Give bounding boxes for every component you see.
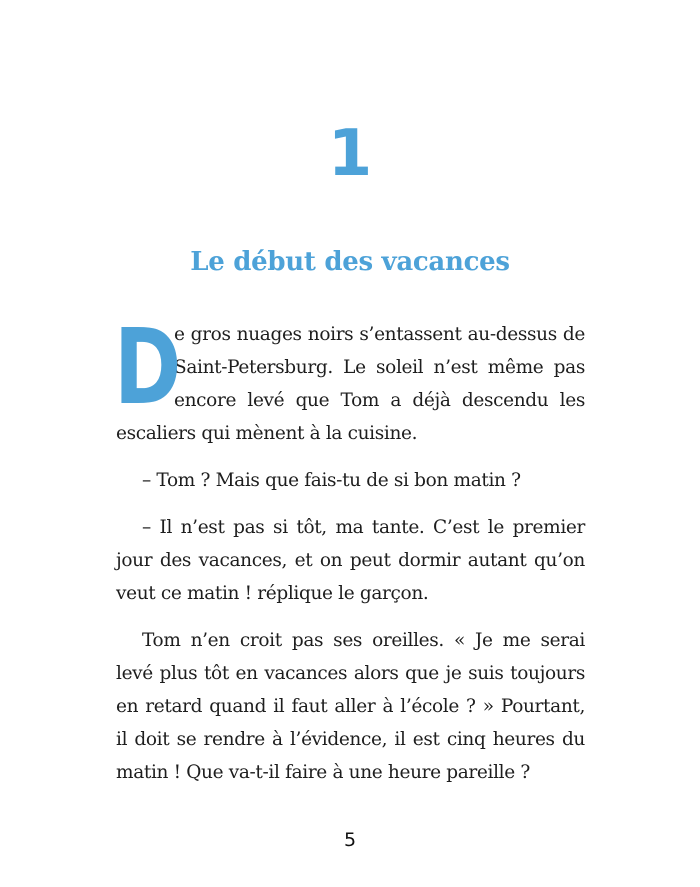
paragraph-3: – Il n’est pas si tôt, ma tante. C’est le premier jour des vacances, et on peut dormir autant qu’on veut ce matin ! réplique le garçon.	[116, 517, 585, 604]
page-number: 5	[343, 829, 357, 851]
drop-cap: D	[114, 306, 182, 428]
chapter-number: 1	[327, 117, 373, 191]
paragraph-text: e gros nuages noirs s’entassent au-dessus de Saint-Petersburg. Le soleil n’est même pas encore levé que Tom a déjà descendu les escaliers qui mènent à la cuisine.	[116, 324, 585, 444]
paragraph-2: – Tom ? Mais que fais-tu de si bon matin ?	[142, 470, 521, 491]
paragraph-1	[114, 306, 585, 450]
chapter-title: Le début des vacances	[190, 247, 510, 277]
paragraph-4: Tom n’en croit pas ses oreilles. « Je me serai levé plus tôt en vacances alors que je suis toujours en retard quand il faut aller à l’école ? » Pourtant, il doit se rendre à l’évidence, il est cinq heures du matin ! Que va-t-il faire à une heure pareille ?	[116, 630, 585, 783]
chapter-body	[114, 306, 585, 803]
